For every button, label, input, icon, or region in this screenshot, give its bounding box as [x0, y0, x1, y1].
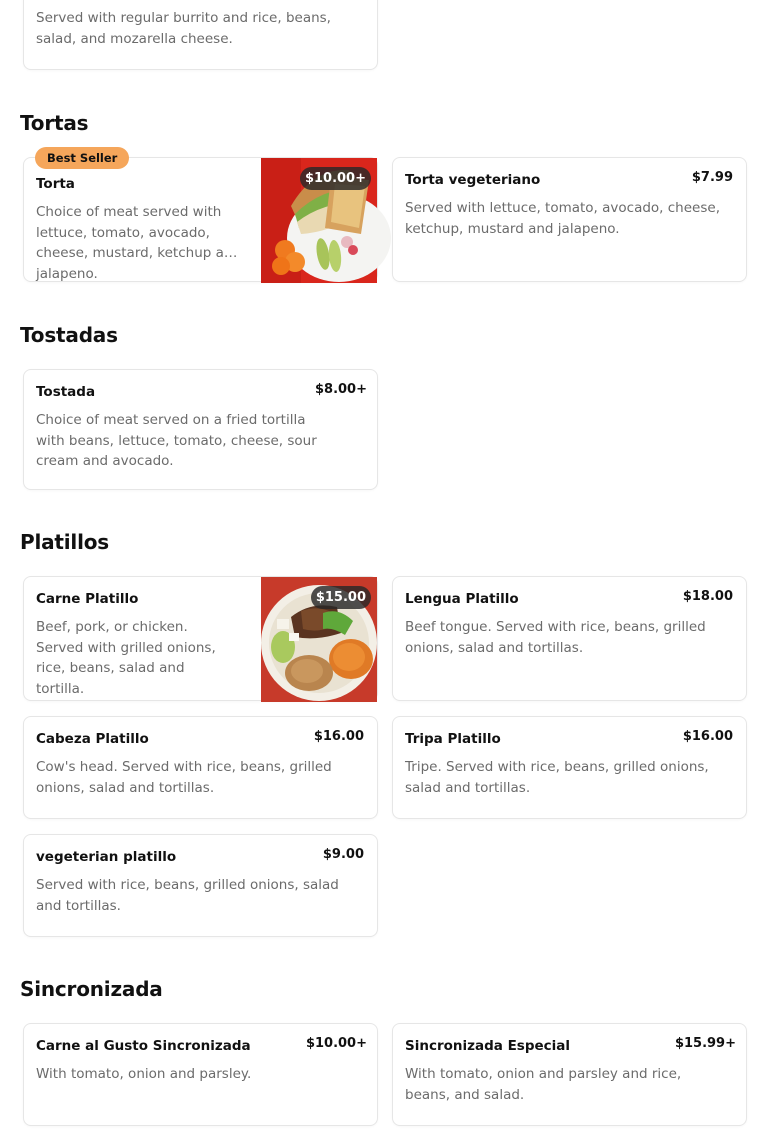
- item-name: Lengua Platillo: [405, 591, 519, 607]
- item-price: $15.99+: [674, 1036, 736, 1051]
- menu-item-carne-platillo[interactable]: [23, 576, 378, 701]
- menu-item-tripa-platillo[interactable]: [392, 716, 747, 819]
- section-title-tortas: Tortas: [20, 111, 89, 135]
- menu-item-vegeterian-platillo[interactable]: [23, 834, 378, 937]
- item-description: Choice of meat served on a fried tortilla with beans, lettuce, tomato, cheese, sour cream and avocado.: [36, 412, 317, 469]
- item-price: $18.00: [682, 589, 733, 604]
- section-title-sincronizada: Sincronizada: [20, 977, 163, 1001]
- item-description: Beef, pork, or chicken. Served with grilled onions, rice, beans, salad and tortilla.: [36, 619, 216, 697]
- menu-item-cabeza-platillo[interactable]: [23, 716, 378, 819]
- item-name: Torta: [36, 176, 75, 192]
- item-name: vegeterian platillo: [36, 849, 177, 865]
- menu-item-card[interactable]: [23, 0, 378, 70]
- item-description: Tripe. Served with rice, beans, grilled onions, salad and tortillas.: [405, 759, 709, 796]
- item-name: Torta vegeteriano: [405, 172, 541, 188]
- section-title-tostadas: Tostadas: [20, 323, 118, 347]
- item-description: Served with lettuce, tomato, avocado, cheese, ketchup, mustard and jalapeno.: [405, 200, 720, 237]
- item-price: $10.00+: [300, 167, 371, 190]
- item-description: Beef tongue. Served with rice, beans, grilled onions, salad and tortillas.: [405, 619, 706, 656]
- item-price: $16.00: [682, 729, 733, 744]
- item-name: Carne Platillo: [36, 591, 139, 607]
- item-name: Tripa Platillo: [405, 731, 501, 747]
- item-price: $15.00: [311, 586, 371, 609]
- item-price: $9.00: [322, 847, 364, 862]
- torta-photo: [261, 158, 377, 281]
- menu-item-torta-vegeteriano[interactable]: [392, 157, 747, 282]
- menu-item-lengua-platillo[interactable]: [392, 576, 747, 701]
- item-name: Cabeza Platillo: [36, 731, 149, 747]
- item-description: Served with regular burrito and rice, beans, salad, and mozarella cheese.: [36, 10, 331, 47]
- menu-item-carne-al-gusto-sincronizada[interactable]: [23, 1023, 378, 1126]
- menu-item-sincronizada-especial[interactable]: [392, 1023, 747, 1126]
- menu-item-tostada[interactable]: [23, 369, 378, 490]
- item-description: Choice of meat served with lettuce, tomato, avocado, cheese, mustard, ketchup and jalapeno.: [36, 204, 242, 282]
- section-title-platillos: Platillos: [20, 530, 109, 554]
- item-price: $16.00: [313, 729, 364, 744]
- item-description: Served with rice, beans, grilled onions, salad and tortillas.: [36, 877, 339, 914]
- item-name: Sincronizada Especial: [405, 1038, 571, 1054]
- carne-platillo-photo: [261, 577, 377, 700]
- item-name: Tostada: [36, 384, 96, 400]
- item-name: Carne al Gusto Sincronizada: [36, 1038, 251, 1054]
- item-description: Cow's head. Served with rice, beans, grilled onions, salad and tortillas.: [36, 759, 332, 796]
- item-price: $10.00+: [305, 1036, 367, 1051]
- item-price: $8.00+: [314, 382, 367, 397]
- menu-item-torta[interactable]: [23, 157, 378, 282]
- item-price: $7.99: [691, 170, 733, 185]
- best-seller-badge: Best Seller: [35, 147, 129, 169]
- item-description: With tomato, onion and parsley.: [36, 1066, 252, 1082]
- item-description: With tomato, onion and parsley and rice, beans, and salad.: [405, 1066, 682, 1103]
